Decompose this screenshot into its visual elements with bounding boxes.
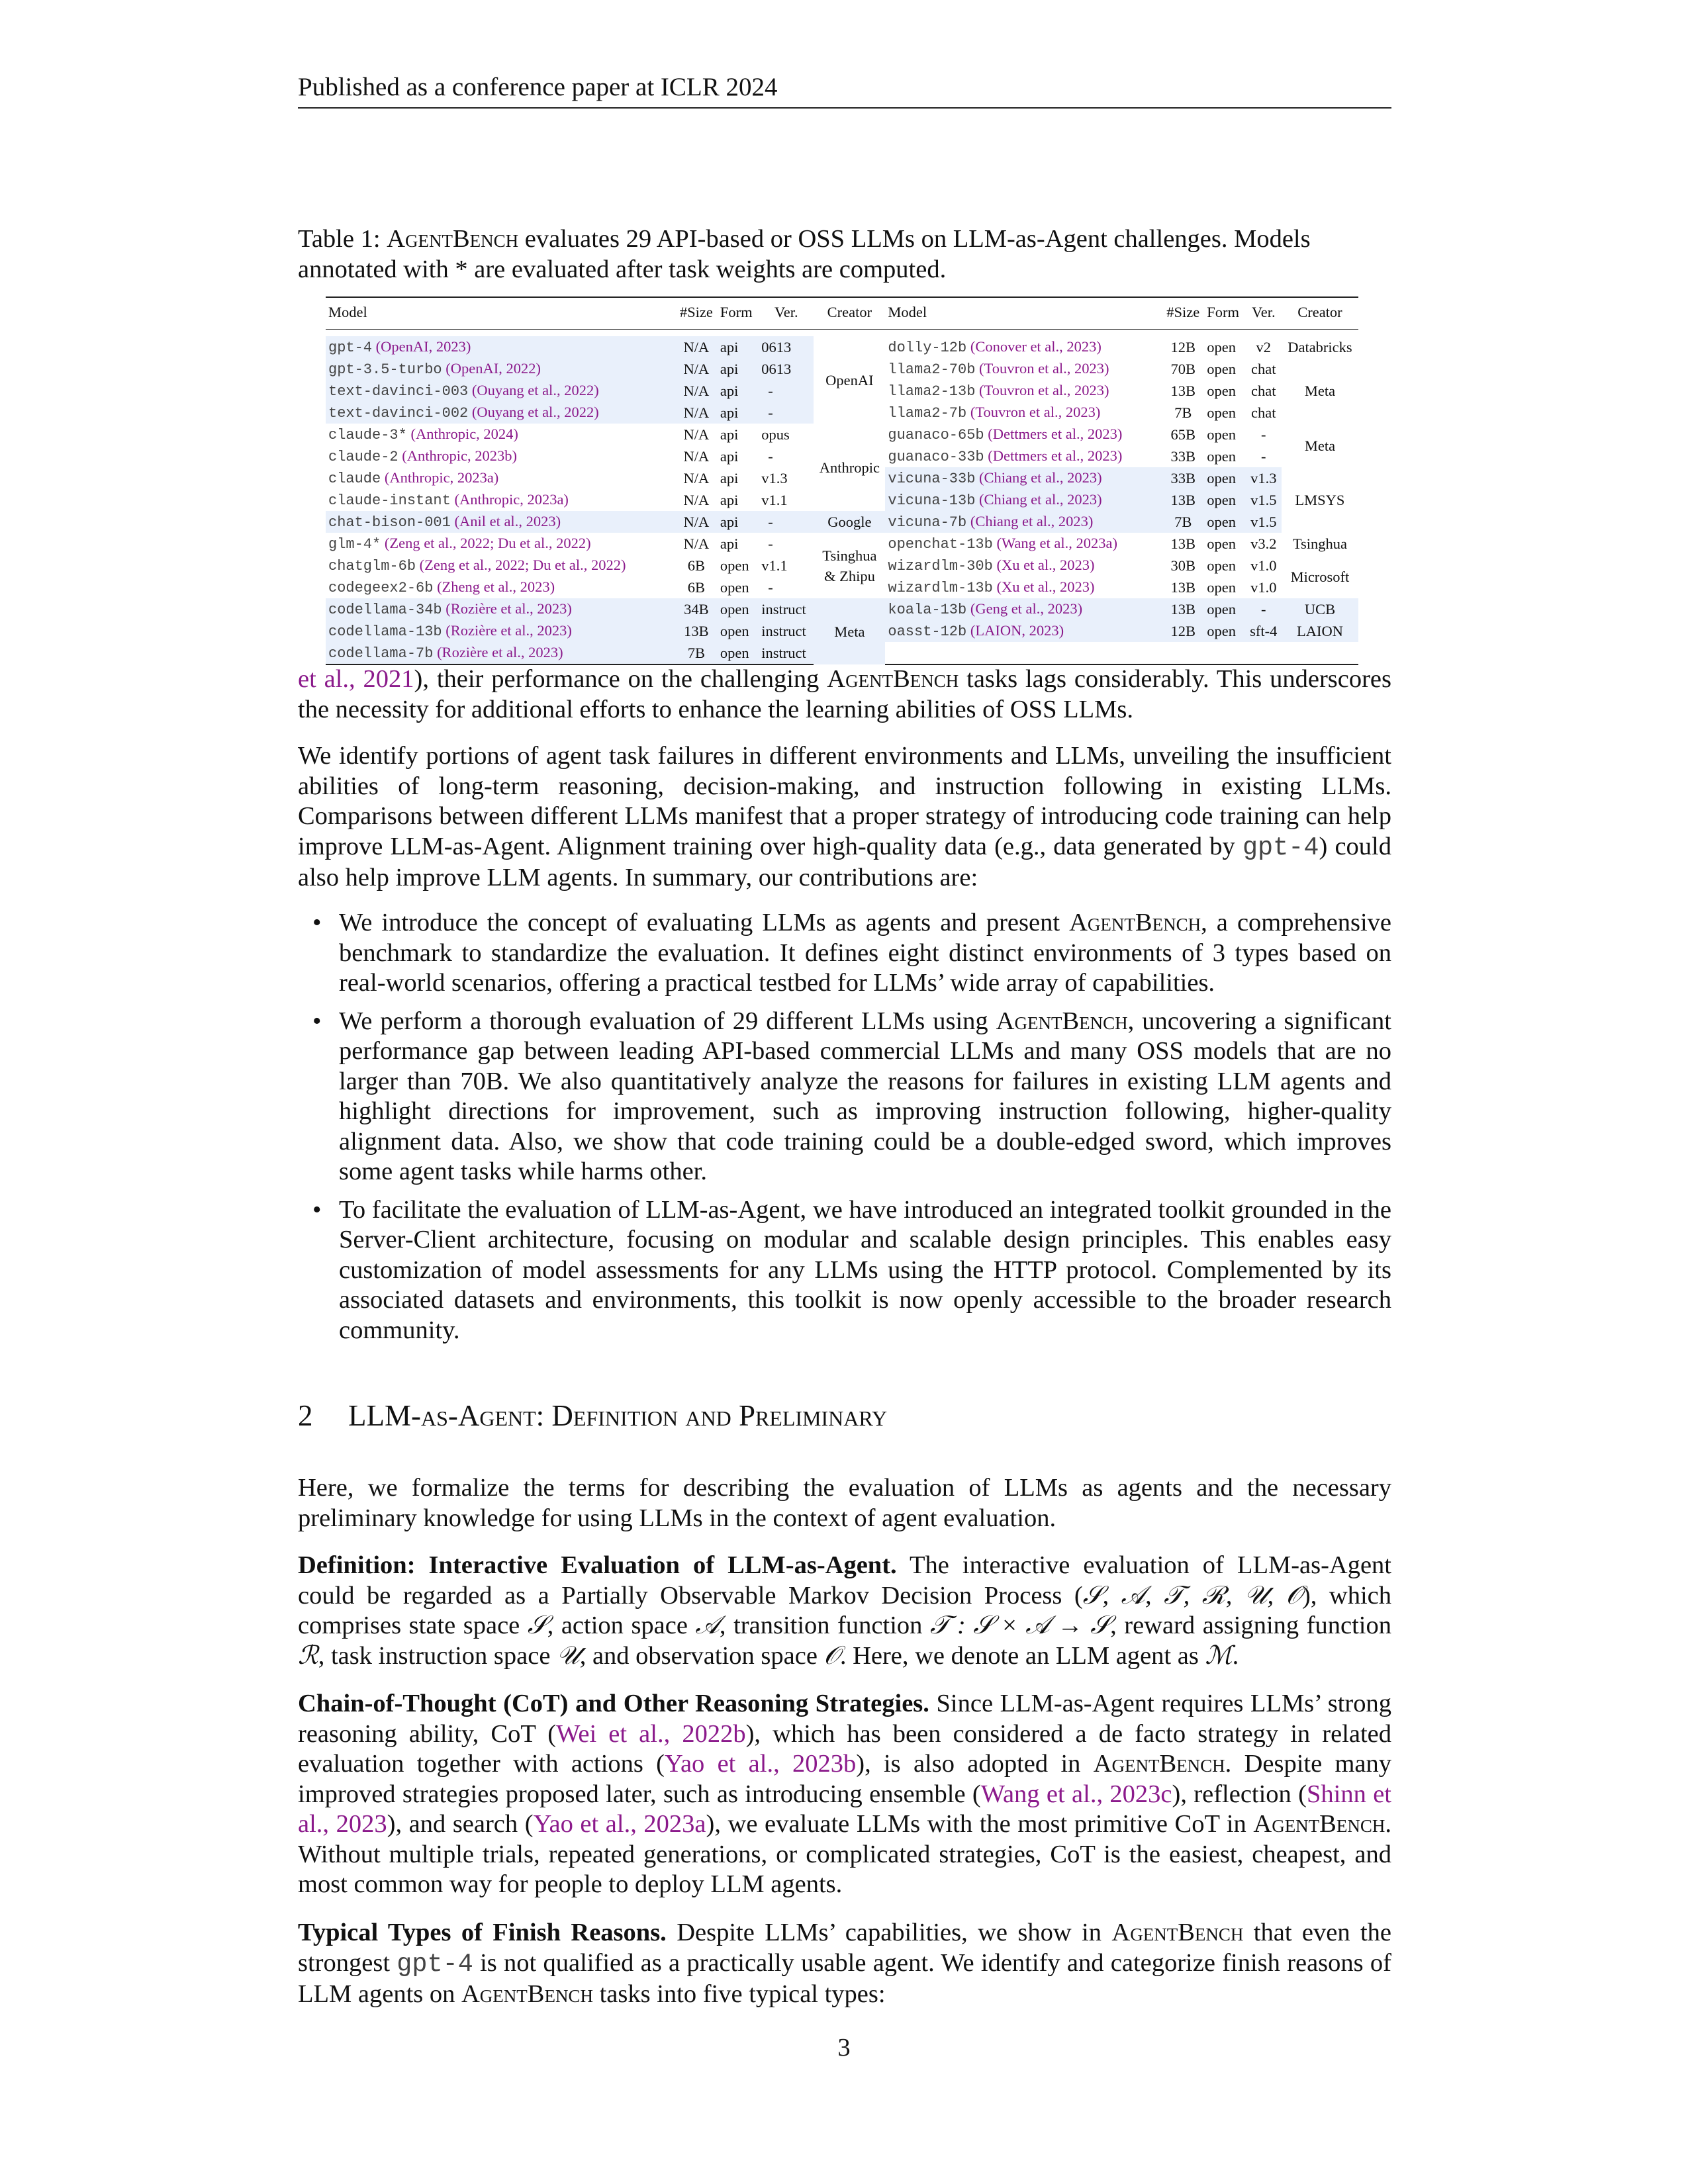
header-creator-right: Creator [1282, 297, 1358, 330]
header-model: Model [326, 297, 675, 330]
caption-benchmark-name: AgentBench [387, 225, 519, 253]
inline-code: gpt-4 [397, 1949, 473, 1979]
contributions-list [298, 908, 1391, 1353]
ver-cell: chat [1251, 361, 1276, 377]
model-cell: glm-4* (Zeng et al., 2022; Du et al., 2022) [328, 535, 591, 553]
ver-cell: v1.3 [761, 470, 788, 486]
ver-cell: - [759, 402, 814, 424]
size-cell: N/A [675, 511, 718, 533]
table-row [326, 533, 1358, 555]
ver-cell: v2 [1256, 339, 1272, 355]
header-form-right: Form [1204, 297, 1245, 330]
form-cell: open [718, 642, 759, 664]
page-number: 3 [837, 2034, 851, 2062]
model-cell: gpt-3.5-turbo (OpenAI, 2022) [326, 358, 675, 380]
size-cell: 6B [687, 557, 706, 574]
creator-cell: Google [814, 511, 885, 533]
benchmark-name: AgentBench [827, 665, 959, 693]
list-item: • We introduce the concept of evaluating LLMs as agents and present AgentBench, a comprehensive benchmark to standardize the evaluation. It defines eight distinct environments of 3 types based on real-world scenarios, offering a practical testbed for LLMs’ wide array of capabilities. [312, 909, 1391, 997]
size-cell: 13B [675, 620, 718, 642]
creator-cell: Anthropic [819, 459, 880, 476]
size-cell: N/A [683, 535, 710, 552]
size-cell: N/A [683, 426, 710, 443]
form-cell: api [720, 470, 739, 486]
ver-cell: - [759, 511, 814, 533]
citation-link[interactable]: Wang et al., 2023c [980, 1780, 1172, 1808]
model-cell: chat-bison-001 (Anil et al., 2023) [326, 511, 675, 533]
form-cell: api [720, 492, 739, 508]
ver-cell: - [759, 380, 814, 402]
form-cell: open [1207, 448, 1236, 465]
model-cell: llama2-7b (Touvron et al., 2023) [888, 404, 1101, 422]
size-cell: N/A [675, 358, 718, 380]
citation-link[interactable]: Yao et al., 2023a [533, 1810, 706, 1838]
inline-code: gpt-4 [1242, 833, 1319, 862]
table-header-row [326, 297, 1358, 330]
citation-link[interactable]: Shinn et al., 2023 [298, 1780, 1391, 1838]
size-cell: 7B [675, 642, 718, 664]
section-heading [298, 1398, 1391, 1433]
form-cell: open [1207, 535, 1236, 552]
form-cell: open [718, 620, 759, 642]
ver-cell: instruct [759, 620, 814, 642]
ver-cell: - [768, 535, 773, 552]
citation-link[interactable]: Yao et al., 2023b [665, 1750, 857, 1778]
model-cell: claude-2 (Anthropic, 2023b) [328, 447, 517, 465]
model-cell: codellama-34b (Rozière et al., 2023) [326, 598, 675, 620]
form-cell: open [1204, 511, 1245, 533]
definition-paragraph: Definition: Interactive Evaluation of LLM-as-Agent. The interactive evaluation of LLM-as-Agent could be regarded as a Partially Observable Markov Decision Process (𝒮, 𝒜, 𝒯, ℛ, 𝒰, 𝒪), which comprises state space 𝒮, action space 𝒜, transition function 𝒯 : 𝒮 × 𝒜 → 𝒮, reward assigning function ℛ, task instruction space 𝒰, and observation space 𝒪. Here, we denote an LLM agent as ℳ. [298, 1551, 1392, 1670]
bullet-icon: • [312, 1007, 322, 1035]
size-cell: 33B [1170, 448, 1196, 465]
finish-reasons-paragraph: Typical Types of Finish Reasons. Despite LLMs’ capabilities, we show in AgentBench that even the strongest gpt-4 is not qualified as a practically usable agent. We identify and categorize finish reasons of LLM agents on AgentBench tasks into five typical types: [298, 1919, 1391, 2008]
model-cell: codellama-13b (Rozière et al., 2023) [326, 620, 675, 642]
cot-paragraph: Chain-of-Thought (CoT) and Other Reasoning Strategies. Since LLM-as-Agent requires LLMs’ strong reasoning ability, CoT (Wei et al., 2022b), which has been considered a de facto strategy in related evaluation together with actions (Yao et al., 2023b), is also adopted in AgentBench. Despite many improved strategies proposed later, such as introducing ensemble (Wang et al., 2023c), reflection (Shinn et al., 2023), and search (Yao et al., 2023a), we evaluate LLMs with the most primitive CoT in AgentBench. Without multiple trials, repeated generations, or complicated strategies, CoT is the easiest, cheapest, and most common way for people to deploy LLM agents. [298, 1690, 1392, 1898]
form-cell: open [1204, 620, 1245, 642]
size-cell: 13B [1170, 383, 1196, 399]
creator-cell: Meta [1304, 383, 1336, 399]
size-cell: 34B [675, 598, 718, 620]
ver-cell: v1.5 [1246, 511, 1282, 533]
creator-cell: LAION [1282, 620, 1358, 642]
size-cell: 7B [1174, 404, 1192, 421]
form-cell: open [1207, 557, 1236, 574]
model-cell: vicuna-13b (Chiang et al., 2023) [885, 489, 1162, 511]
ver-cell: 0613 [759, 358, 814, 380]
ver-cell: v1.3 [1246, 467, 1282, 489]
header-model-right: Model [885, 297, 1162, 330]
size-cell: 13B [1162, 598, 1204, 620]
header-form: Form [718, 297, 759, 330]
size-cell: N/A [675, 402, 718, 424]
model-cell: llama2-13b (Touvron et al., 2023) [888, 382, 1109, 400]
form-cell: open [720, 579, 749, 596]
form-cell: open [1207, 361, 1236, 377]
header-ver-right: Ver. [1246, 297, 1282, 330]
ver-cell: v1.0 [1250, 579, 1277, 596]
citation-link[interactable]: Wei et al., 2022b [556, 1719, 746, 1748]
model-table-wrapper [326, 296, 1358, 665]
ver-cell: v3.2 [1250, 535, 1277, 552]
model-cell: guanaco-33b (Dettmers et al., 2023) [888, 447, 1123, 465]
bullet-icon: • [312, 909, 322, 936]
creator-cell: LMSYS [1295, 492, 1345, 508]
form-cell: open [1207, 339, 1236, 355]
model-cell: text-davinci-002 (Ouyang et al., 2022) [326, 402, 675, 424]
form-cell: open [1207, 383, 1236, 399]
model-cell: claude (Anthropic, 2023a) [328, 469, 499, 487]
caption-text: evaluates 29 API-based or OSS LLMs on LLM-as-Agent challenges. Models annotated with * are evaluated after task weights are computed. [298, 225, 1311, 283]
form-cell: api [720, 535, 739, 552]
table-row [326, 511, 1358, 533]
form-cell: open [718, 598, 759, 620]
size-cell: 12B [1170, 339, 1196, 355]
form-cell: api [720, 448, 739, 465]
model-cell: claude-3* (Anthropic, 2024) [328, 426, 518, 443]
ver-cell: 0613 [759, 336, 814, 358]
model-cell: llama2-70b (Touvron et al., 2023) [888, 360, 1109, 378]
size-cell: 12B [1162, 620, 1204, 642]
section-title: LLM-as-Agent: Definition and Preliminary [348, 1399, 888, 1432]
list-item: • To facilitate the evaluation of LLM-as-Agent, we have introduced an integrated toolkit grounded in the Server-Client architecture, focusing on modular and scalable design principles. This enables easy customization of model assessments for any LLMs using the HTTP protocol. Complemented by its associated datasets and environments, this toolkit is now openly accessible to the broader research community. [312, 1195, 1391, 1344]
form-cell: open [720, 557, 749, 574]
creator-cell: Databricks [1288, 339, 1352, 355]
form-cell: open [1204, 489, 1245, 511]
size-cell: 7B [1162, 511, 1204, 533]
form-cell: open [1204, 598, 1245, 620]
model-cell: openchat-13b (Wang et al., 2023a) [888, 535, 1117, 553]
model-cell: text-davinci-003 (Ouyang et al., 2022) [326, 380, 675, 402]
size-cell: N/A [683, 448, 710, 465]
ver-cell: chat [1251, 383, 1276, 399]
size-cell: 13B [1170, 579, 1196, 596]
model-table [326, 296, 1358, 665]
size-cell: 33B [1162, 467, 1204, 489]
definition-heading: Definition: Interactive Evaluation of LLM-as-Agent. [298, 1551, 897, 1579]
model-cell: wizardlm-30b (Xu et al., 2023) [888, 557, 1095, 574]
model-cell: dolly-12b (Conover et al., 2023) [888, 338, 1102, 356]
ver-cell: sft-4 [1246, 620, 1282, 642]
creator-cell: Tsinghua [1292, 535, 1348, 552]
model-cell: gpt-4 (OpenAI, 2023) [326, 336, 675, 358]
form-cell: api [718, 402, 759, 424]
paragraph-1: et al., 2021), their performance on the challenging AgentBench tasks lags considerably. This underscores the necessity for additional efforts to enhance the learning abilities of OSS LLMs. [298, 665, 1391, 723]
section-number: 2 [298, 1399, 313, 1432]
size-cell: N/A [675, 380, 718, 402]
form-cell: api [718, 336, 759, 358]
empty-cell [885, 642, 1358, 664]
size-cell: N/A [683, 492, 710, 508]
size-cell: 30B [1170, 557, 1196, 574]
table-row [326, 598, 1358, 620]
citation-link[interactable]: et al., 2021 [298, 665, 414, 693]
finish-heading: Typical Types of Finish Reasons. [298, 1919, 667, 1946]
creator-cell: OpenAI [825, 371, 874, 388]
ver-cell: v1.5 [1246, 489, 1282, 511]
model-cell: chatglm-6b (Zeng et al., 2022; Du et al., 2022) [328, 557, 626, 574]
size-cell: 13B [1162, 489, 1204, 511]
header-creator: Creator [814, 297, 885, 330]
model-cell: guanaco-65b (Dettmers et al., 2023) [888, 426, 1123, 443]
form-cell: api [720, 426, 739, 443]
ver-cell: - [768, 448, 773, 465]
bullet-icon: • [312, 1195, 322, 1224]
model-cell: wizardlm-13b (Xu et al., 2023) [888, 578, 1095, 596]
creator-cell: Tsinghua & Zhipu [822, 547, 877, 584]
ver-cell: instruct [759, 642, 814, 664]
form-cell: open [1204, 467, 1245, 489]
ver-cell: instruct [759, 598, 814, 620]
model-cell: vicuna-7b (Chiang et al., 2023) [885, 511, 1162, 533]
form-cell: open [1207, 426, 1236, 443]
header-size: #Size [675, 297, 718, 330]
caption-label: Table 1: [298, 225, 381, 253]
ver-cell: - [1246, 598, 1282, 620]
size-cell: 13B [1170, 535, 1196, 552]
creator-cell: UCB [1282, 598, 1358, 620]
size-cell: 6B [687, 579, 706, 596]
cot-heading: Chain-of-Thought (CoT) and Other Reasoning Strategies. [298, 1690, 929, 1717]
model-cell: codegeex2-6b (Zheng et al., 2023) [328, 578, 555, 596]
creator-cell: Meta [1304, 437, 1336, 454]
model-cell: koala-13b (Geng et al., 2023) [885, 598, 1162, 620]
header-ver: Ver. [759, 297, 814, 330]
form-cell: open [1207, 404, 1236, 421]
size-cell: N/A [683, 470, 710, 486]
table-row [326, 336, 1358, 358]
table-caption [298, 224, 1391, 285]
creator-cell: Microsoft [1290, 568, 1350, 585]
ver-cell: v1.1 [761, 492, 788, 508]
ver-cell: v1.1 [761, 557, 788, 574]
table-row [326, 424, 1358, 445]
ver-cell: chat [1251, 404, 1276, 421]
model-cell: codellama-7b (Rozière et al., 2023) [326, 642, 675, 664]
size-cell: 65B [1170, 426, 1196, 443]
ver-cell: v1.0 [1250, 557, 1277, 574]
ver-cell: opus [761, 426, 790, 443]
list-item: • We perform a thorough evaluation of 29 different LLMs using AgentBench, uncovering a significant performance gap between leading API-based commercial LLMs and many OSS models that are no larger than 70B. We also quantitatively analyze the reasons for failures in existing LLM agents and highlight directions for improvement, such as improving instruction following, higher-quality alignment data. Also, we show that code training could be a double-edged sword, which improves some agent tasks while harms other. [312, 1007, 1391, 1185]
form-cell: api [718, 380, 759, 402]
creator-cell: Meta [814, 598, 885, 664]
size-cell: 70B [1170, 361, 1196, 377]
ver-cell: - [768, 579, 773, 596]
paragraph-2: We identify portions of agent task failures in different environments and LLMs, unveiling the insufficient abilities of long-term reasoning, decision-making, and instruction following in existing LLMs. Comparisons between different LLMs manifest that a proper strategy of introducing code training can help improve LLM-as-Agent. Alignment training over high-quality data (e.g., data generated by gpt-4) could also help improve LLM agents. In summary, our contributions are: [298, 742, 1391, 891]
ver-cell: - [1261, 426, 1266, 443]
header-size-right: #Size [1162, 297, 1204, 330]
model-cell: vicuna-33b (Chiang et al., 2023) [885, 467, 1162, 489]
paragraph-3: Here, we formalize the terms for describing the evaluation of LLMs as agents and the necessary preliminary knowledge for using LLMs in the context of agent evaluation. [298, 1474, 1391, 1532]
form-cell: api [718, 511, 759, 533]
model-cell: claude-instant (Anthropic, 2023a) [328, 491, 569, 509]
form-cell: api [718, 358, 759, 380]
ver-cell: - [1261, 448, 1266, 465]
size-cell: N/A [675, 336, 718, 358]
model-cell: oasst-12b (LAION, 2023) [885, 620, 1162, 642]
form-cell: open [1207, 579, 1236, 596]
running-header: Published as a conference paper at ICLR 2024 [298, 71, 1391, 109]
